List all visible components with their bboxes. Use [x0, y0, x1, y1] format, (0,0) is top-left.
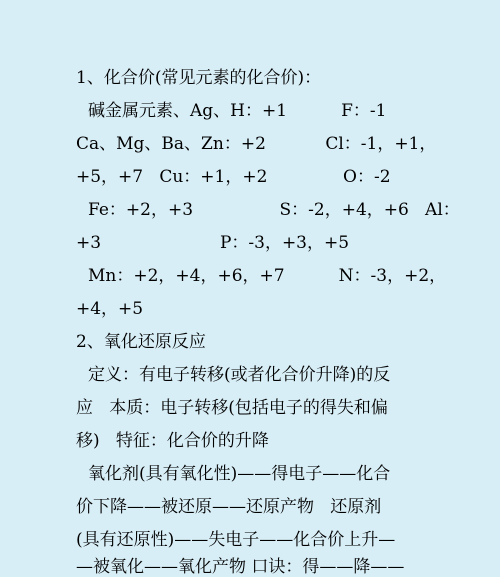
section-heading-redox: 2、氧化还原反应	[76, 332, 206, 352]
redox-feature: 移) 特征：化合价的升降	[76, 431, 269, 451]
valence-line-p: +3 P：-3，+3，+5	[76, 233, 350, 253]
valence-line-cu: +5，+7 Cu：+1，+2 O：-2	[76, 167, 391, 187]
redox-reductant-cont: (具有还原性)——失电子——化合价上升—	[76, 530, 396, 550]
redox-essence: 应 本质：电子转移(包括电子的得失和偏	[76, 398, 388, 418]
redox-mnemonic: —被氧化——氧化产物 口诀：得——降——	[76, 557, 405, 577]
redox-reductant: 价下降——被还原——还原产物 还原剂	[76, 497, 382, 517]
valence-line-n-cont: +4，+5	[76, 299, 144, 319]
valence-line-alkali-metals: 碱金属元素、Ag、H：+1 F：-1	[88, 101, 387, 121]
redox-oxidant: 氧化剂(具有氧化性)——得电子——化合	[88, 464, 391, 484]
redox-definition: 定义：有电子转移(或者化合价升降)的反	[88, 365, 391, 385]
valence-line-mn: Mn：+2，+4，+6，+7 N：-3，+2，	[88, 266, 447, 286]
valence-line-fe: Fe：+2，+3 S：-2，+4，+6 Al：	[88, 200, 460, 220]
section-heading-valence: 1、化合价(常见元素的化合价)：	[76, 68, 322, 88]
valence-line-ca-mg: Ca、Mg、Ba、Zn：+2 Cl：-1，+1，	[76, 134, 437, 154]
